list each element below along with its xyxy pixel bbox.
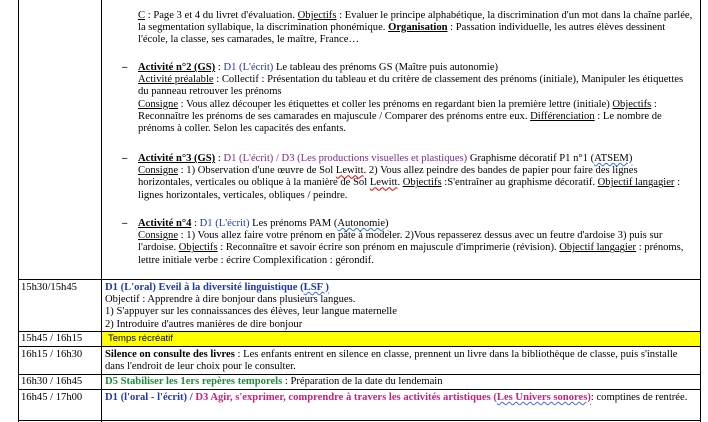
lewitt-word-2: Lewitt [369,177,398,189]
langagier-label: Objectif langagier [559,242,637,254]
row-divider-5 [18,389,701,390]
objectifs-label: Objectifs [402,177,442,189]
table-column-divider [101,0,102,422]
table-border-left [18,0,19,422]
langagier-label: Objectif langagier [597,177,675,189]
activity-2: – Activité n°2 (GS) : D1 (L'écrit) Le tableau des prénoms GS (Maître puis autonomie) Activité préalable : Collectif : Présentation du tableau et du critère de classement des prénoms (initiale), Manipuler les étiquettes du panneau retrouver les prénoms Consigne : Vous allez découper les étiquettes et coller les prénoms en regardant bien la première lettre (initiale) Objectifs : Reconnaître les prénoms de ses camarades en majuscule / Comparer des prénoms entre eux. Différenciation : Le nombre de prénoms à coller. Selon les capacités des enfants. [122,62,684,135]
row-title-magenta: D3 Agir, s'exprimer, comprendre à travers les activités artistiques ( [195,392,497,403]
table-border-bottom [18,420,701,421]
table-border-right [700,0,701,422]
row-divider-4 [18,374,701,375]
univers-text: Les Univers sonores) [496,392,591,403]
consigne-label: Consigne [138,230,179,242]
time-cell: 16h45 / 17h00 [21,392,83,403]
organisation-label: Organisation [388,22,448,34]
activity-title: Activité n°3 (GS) [138,153,216,164]
lewitt-word: Lewitt [335,165,364,177]
consigne-label: Consigne [138,98,179,110]
row-divider-1 [18,279,701,280]
bullet: – [122,153,128,164]
objectifs-label: Objectifs [612,98,652,110]
activity-title: Activité n°2 (GS) [138,62,216,73]
atsem-text: ATSEM) [594,153,633,164]
recess-label: Temps récréatif [108,333,173,344]
time-cell: 15h30/15h45 [21,282,77,293]
activity-title: Activité n°4 [138,218,192,229]
objectifs-label: Objectifs [178,242,218,254]
time-cell: 15h45 / 16h15 [21,333,83,344]
activity-3: – Activité n°3 (GS) : D1 (L'écrit) / D3 (Les productions visuelles et plastiques) Graphisme décoratif P1 n°1 (ATSEM) Consigne : 1) Observation d'une œuvre de Sol Lewitt. 2) Vous allez peindre des bandes de papier pour faire des lignes horizontales, verticales ou oblique à la manière de Sol Lewitt. Objectifs :S'entraîner au graphisme décoratif. Objectif langagier : lignes horizontales, verticales, obliques / peindre. [122,153,681,201]
row-content-silence: Silence on consulte des livres : Les enfants entrent en silence en classe, prennent un livre dans la bibliothèque de classe, puis s'installe dans l'endroit de leur choix pour le consulter. [105,349,678,373]
time-cell: 16h15 / 16h30 [21,349,83,360]
bullet: – [122,218,128,229]
evaluation-intro: C : Page 3 et 4 du livret d'évaluation. Objectifs : Evaluer le principe alphabétique, la discrimination d'un mot dans la chaîne parlée, la segmentation syllabique, la discrimination phonémique. Organisation : Passation individuelle, les autres élèves dessinent l'école, la classe, ses camarades, le maître, France… [138,10,693,46]
autonomie-text: Autonomie) [337,218,389,229]
objectifs-label: Objectifs [297,10,337,21]
recess-cell [102,332,700,346]
consigne-label: Consigne [138,165,179,177]
row-title: Silence on consulte des livres [105,349,235,360]
row-content-reperes: D5 Stabiliser les 1ers repères temporels : Préparation de la date du lendemain [105,376,443,387]
prealable-label: Activité préalable [138,74,214,86]
c-label: C [138,10,146,21]
activity-4: – Activité n°4 : D1 (L'écrit) Les prénoms PAM (Autonomie) Consigne : 1) Vous allez faire votre prénom en pâte à modeler. 2)Vous repasserez dessus avec un feutre d'ardoise 3) puis sur l'ardoise. Objectifs : Reconnaître et savoir écrire son prénom en majuscule d'imprimerie (révision). Objectif langagier : prénoms, lettre initiale verbe : écrire Complexification : gérondif. [122,218,684,266]
activity-domain: D1 (L'écrit) / D3 (Les productions visuelles et plastiques) [223,153,468,164]
differenciation-label: Différenciation [530,110,595,122]
row-title: D1 (L'oral) Eveil à la diversité linguistique ( [105,282,304,293]
activity-domain: D1 (L'écrit) [199,218,250,229]
row-title-blue: D1 (l'oral - l'écrit) / [105,392,196,403]
row-content-comptines: D1 (l'oral - l'écrit) / D3 Agir, s'exprimer, comprendre à travers les activités artistiques (Les Univers sonores): comptines de rentrée. [105,392,688,403]
activity-domain: D1 (L'écrit) [223,62,274,73]
lsf-text: LSF ) [303,282,329,293]
bullet: – [122,62,128,73]
row-title: D5 Stabiliser les 1ers repères temporels [105,376,283,387]
row-divider-3 [18,346,701,347]
row-content-eveil: D1 (L'oral) Eveil à la diversité linguistique (LSF ) Objectif : Apprendre à dire bonjour dans plusieurs langues. 1) S'appuyer sur les connaissances des élèves, leur langue maternelle 2) Introduire d'autres manières de dire bonjour [105,282,397,330]
time-cell: 16h30 / 16h45 [21,376,83,387]
